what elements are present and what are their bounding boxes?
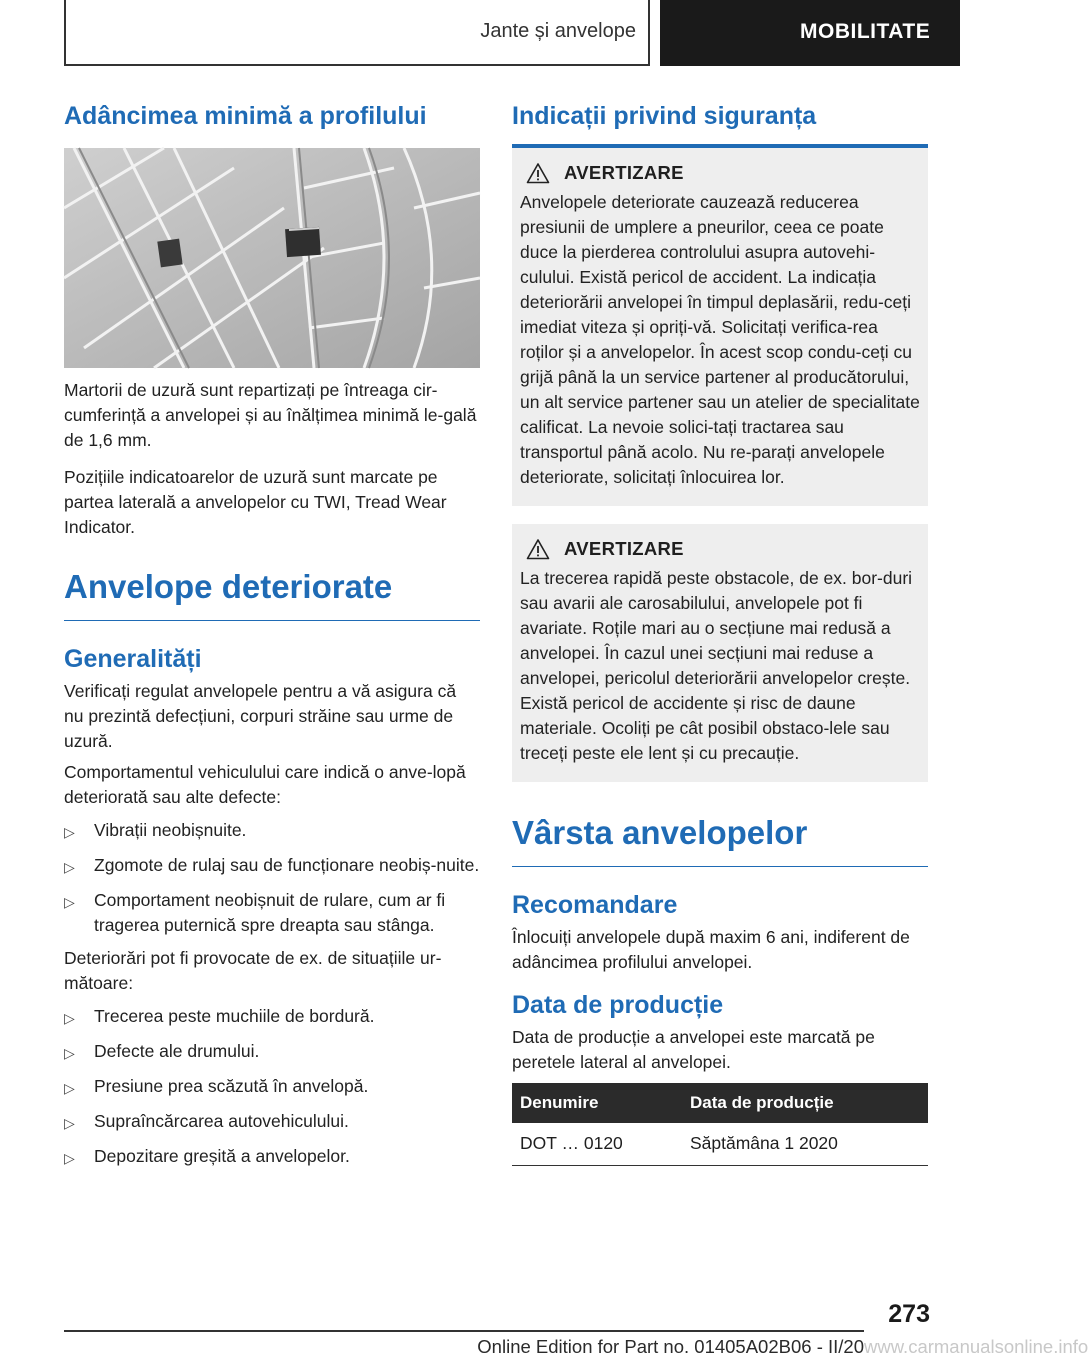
- warning-triangle-icon: [526, 162, 550, 184]
- production-date-text: Data de producție a anvelopei este marcată pe peretele lateral al anvelopei.: [512, 1027, 875, 1072]
- triangle-bullet-icon: ▷: [64, 1010, 75, 1026]
- footer-edition: Online Edition for Part no. 01405A02B06 - II/20: [477, 1336, 864, 1357]
- warning-box-2: [512, 524, 928, 782]
- symptoms-list: [64, 818, 480, 938]
- production-date-heading: Data de producție: [512, 991, 724, 1019]
- warning-text: La trecerea rapidă peste obstacole, de ex. bor-duri sau avarii ale carosabilului, anvelopele pot fi avariate. Roțile mari au o secțiune mai redusă a anvelopei. În cazul unei secțiuni mai reduse a anvelopei, pericolul deteriorării anvelopelor crește. Există pericol de accidente și risc de daune materiale. Ocoliți pe cât posibil obstaco-lele sau treceți peste ele lent și cu precauție.: [520, 568, 913, 763]
- triangle-bullet-icon: ▷: [64, 1115, 75, 1131]
- page-header: [64, 0, 960, 66]
- general-paragraph-1: Verificați regulat anvelopele pentru a vă asigura că nu prezintă defecțiuni, corpuri străine sau urme de uzură.: [64, 681, 457, 751]
- footer-divider: [64, 1330, 864, 1332]
- list-item: ▷ Vibrații neobișnuite.: [64, 818, 480, 845]
- table-header-cell: Data de producție: [682, 1083, 928, 1123]
- table-cell: DOT … 0120: [512, 1123, 682, 1165]
- damaged-tires-heading: Anvelope deteriorate: [64, 566, 480, 621]
- triangle-bullet-icon: ▷: [64, 1080, 75, 1096]
- header-section-title: Jante și anvelope: [480, 20, 636, 42]
- right-column: [512, 100, 928, 1166]
- triangle-bullet-icon: ▷: [64, 824, 75, 840]
- warning-triangle-icon: [526, 538, 550, 560]
- list-item: ▷ Comportament neobișnuit de rulare, cum ar fi tragerea puternică spre dreapta sau stânga.: [64, 888, 480, 938]
- warning-title: AVERTIZARE: [564, 538, 684, 559]
- twi-paragraph: Pozițiile indicatoarelor de uzură sunt marcate pe partea laterală a anvelopelor cu TWI, Tread Wear Indicator.: [64, 467, 447, 537]
- triangle-bullet-icon: ▷: [64, 894, 75, 910]
- general-paragraph-3: Deteriorări pot fi provocate de ex. de situațiile ur-mătoare:: [64, 948, 442, 993]
- list-item: ▷ Defecte ale drumului.: [64, 1039, 480, 1066]
- page-number: 273: [888, 1300, 930, 1328]
- general-paragraph-2: Comportamentul vehiculului care indică o anve-lopă deteriorată sau alte defecte:: [64, 762, 466, 807]
- list-item: ▷ Presiune prea scăzută în anvelopă.: [64, 1074, 480, 1101]
- table-cell: Săptămâna 1 2020: [682, 1123, 928, 1165]
- recommendation-text: Înlocuiți anvelopele după maxim 6 ani, indiferent de adâncimea profilului anvelopei.: [512, 927, 910, 972]
- left-column: [64, 100, 480, 1171]
- warning-text: Anvelopele deteriorate cauzează reducerea presiunii de umplere a pneurilor, ceea ce poate duce la pierderea controlului asupra autovehi-culului. Există pericol de accident. La indicația deteriorării anvelopei în timpul deplasării, redu-ceți imediat viteza și opriți-vă. Solicitați verifica-rea roților și a anvelopelor. În acest scop condu-ceți cu grijă până la un service partener al producătorului, un alt service partener sau un atelier de specialitate calificat. La nevoie solici-tați tractarea sau transportul până acolo. Nu re-parați anvelopele deteriorate, solicitați înlocuirea lor.: [520, 192, 920, 487]
- general-heading: Generalități: [64, 645, 202, 673]
- list-item: ▷ Supraîncărcarea autovehiculului.: [64, 1109, 480, 1136]
- list-item: ▷ Trecerea peste muchiile de bordură.: [64, 1004, 480, 1031]
- triangle-bullet-icon: ▷: [64, 859, 75, 875]
- production-date-table: [512, 1083, 928, 1166]
- tire-tread-photo: [64, 148, 480, 368]
- header-chapter-tab: MOBILITATE: [660, 0, 960, 66]
- list-item: ▷ Depozitare greșită a anvelopelor.: [64, 1144, 480, 1171]
- safety-heading: Indicații privind siguranța: [512, 100, 928, 148]
- tire-tread-illustration: [64, 148, 480, 368]
- table-row: [512, 1123, 928, 1165]
- triangle-bullet-icon: ▷: [64, 1150, 75, 1166]
- triangle-bullet-icon: ▷: [64, 1045, 75, 1061]
- wear-indicator-paragraph: Martorii de uzură sunt repartizați pe întreaga cir-cumferință a anvelopei și au înălțimea minimă le-gală de 1,6 mm.: [64, 380, 477, 450]
- min-depth-heading: Adâncimea minimă a profilului: [64, 102, 427, 130]
- table-header-cell: Denumire: [512, 1083, 682, 1123]
- warning-box-1: [512, 148, 928, 506]
- tire-age-heading: Vârsta anvelopelor: [512, 812, 928, 867]
- footer-watermark: www.carmanualsonline.info: [864, 1336, 1088, 1357]
- list-item: ▷ Zgomote de rulaj sau de funcționare neobiș-nuite.: [64, 853, 480, 880]
- recommendation-heading: Recomandare: [512, 891, 678, 919]
- table-header-row: [512, 1083, 928, 1123]
- warning-title: AVERTIZARE: [564, 162, 684, 183]
- causes-list: [64, 1004, 480, 1171]
